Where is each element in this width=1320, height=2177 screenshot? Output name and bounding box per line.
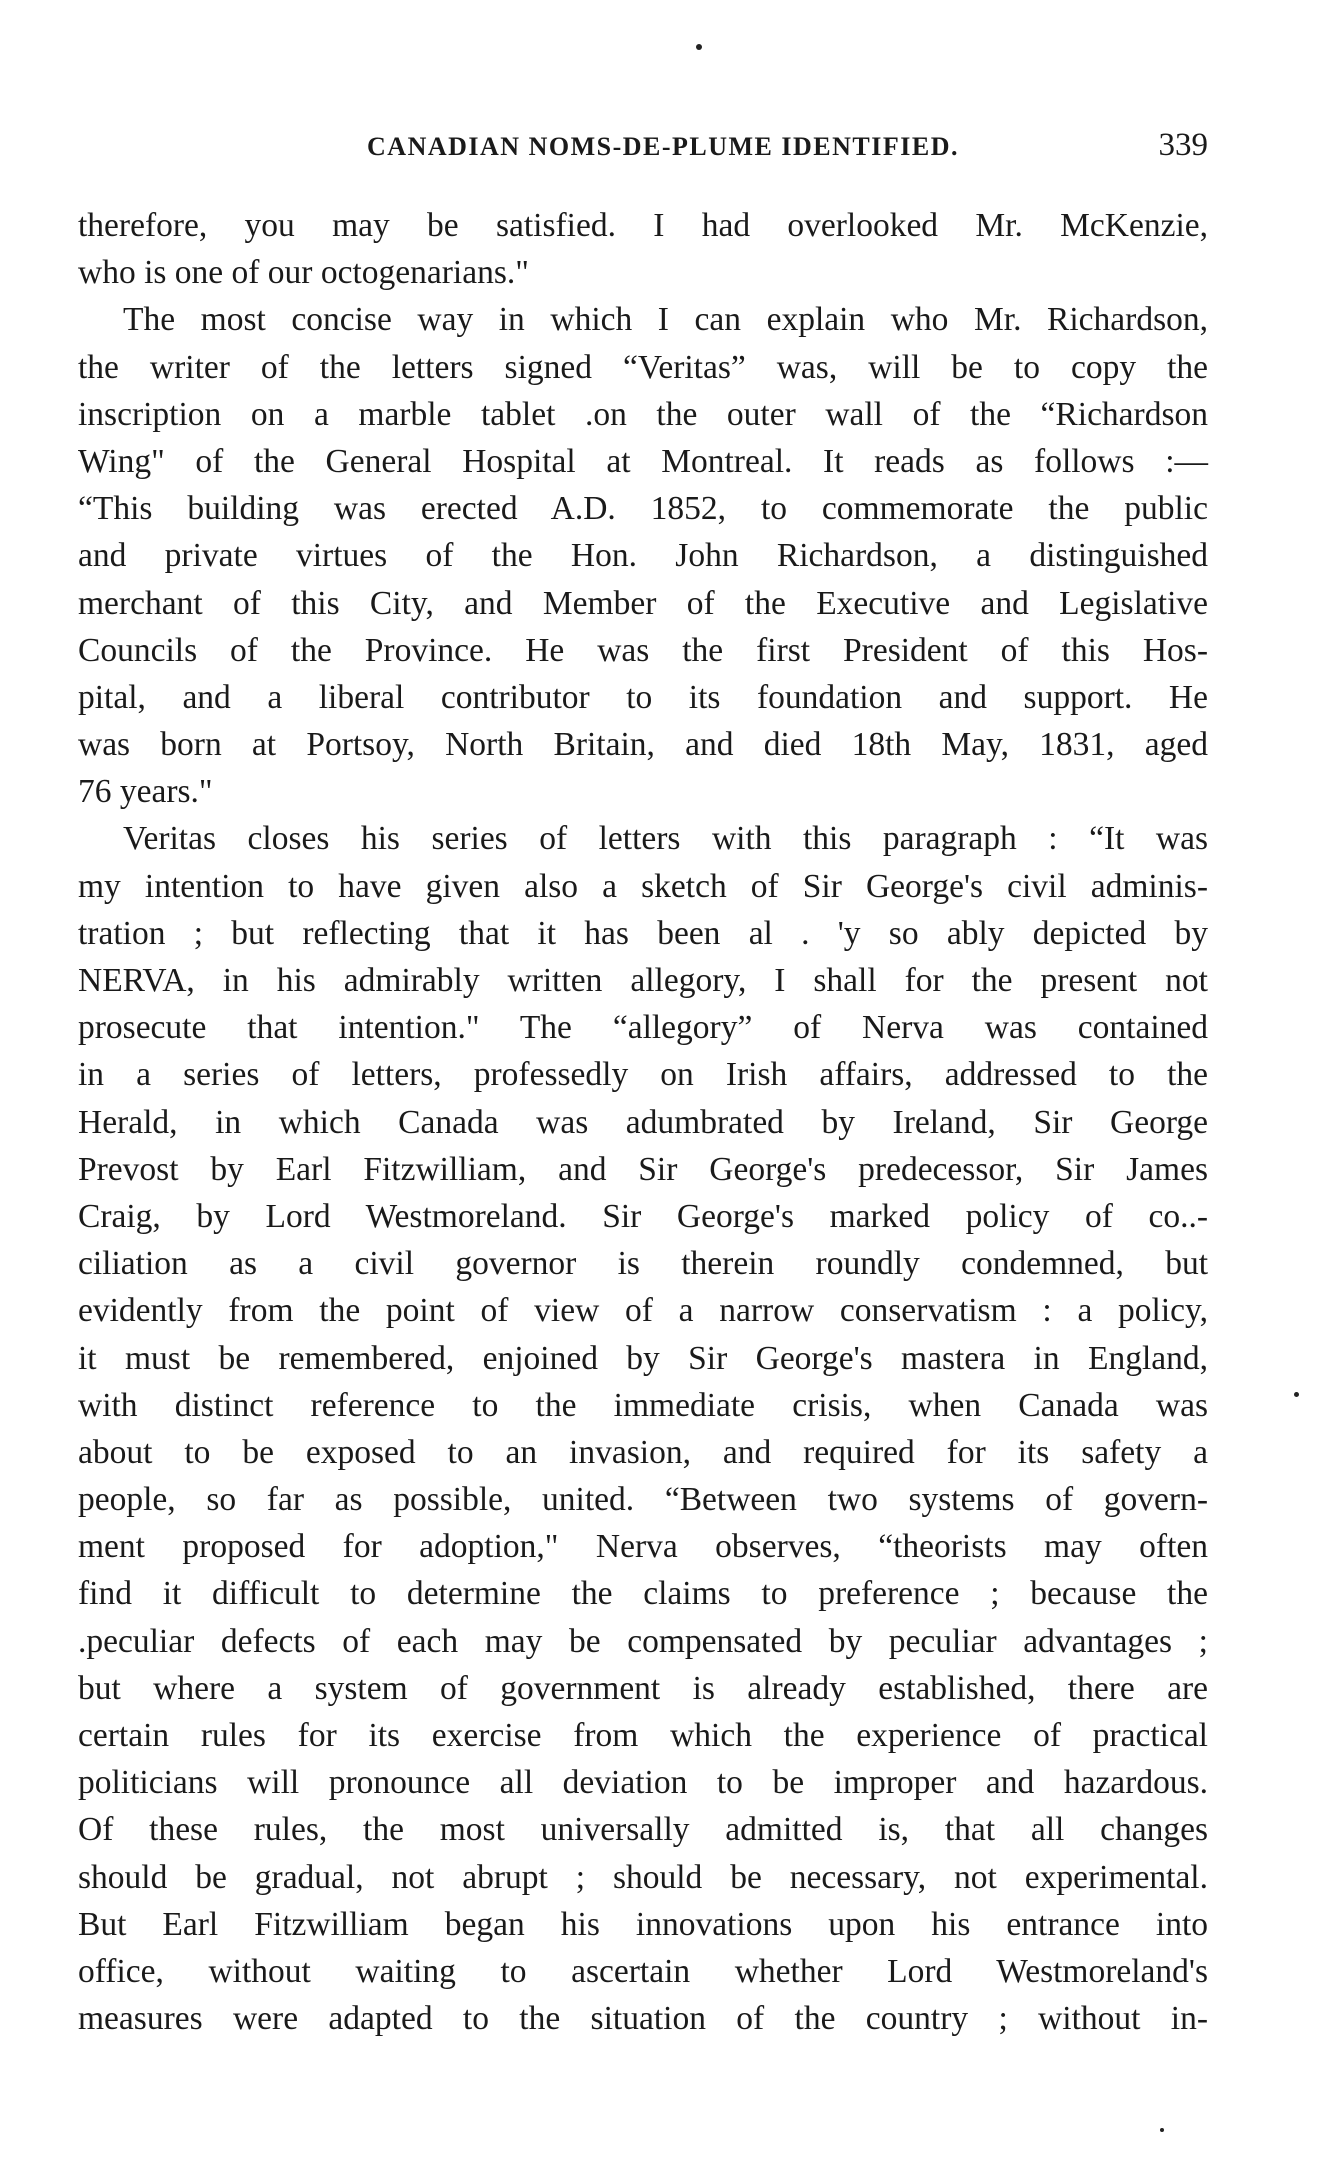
text-line: 76 years." — [78, 773, 213, 811]
text-line: inscription on a marble tablet .on the outer wall of the “Richardson — [78, 395, 1208, 433]
text-line: ciliation as a civil governor is therein roundly condemned, but — [78, 1245, 1208, 1283]
text-line: The most concise way in which I can explain who Mr. Richardson, — [123, 301, 1208, 339]
text-line: evidently from the point of view of a narrow conservatism : a policy, — [78, 1292, 1208, 1330]
text-line: Councils of the Province. He was the first President of this Hos- — [78, 631, 1208, 669]
text-line: Prevost by Earl Fitzwilliam, and Sir George's predecessor, Sir James — [78, 1150, 1208, 1188]
text-line: with distinct reference to the immediate crisis, when Canada was — [78, 1386, 1208, 1424]
text-line: ment proposed for adoption," Nerva observes, “theorists may often — [78, 1528, 1208, 1566]
text-line: people, so far as possible, united. “Between two systems of govern- — [78, 1481, 1208, 1519]
text-line: “This building was erected A.D. 1852, to commemorate the public — [78, 490, 1208, 528]
text-line: it must be remembered, enjoined by Sir George's mastera in England, — [78, 1339, 1208, 1377]
text-line: But Earl Fitzwilliam began his innovations upon his entrance into — [78, 1905, 1208, 1943]
text-line: the writer of the letters signed “Veritas” was, will be to copy the — [78, 348, 1208, 386]
text-line: was born at Portsoy, North Britain, and died 18th May, 1831, aged — [78, 726, 1208, 764]
text-line: prosecute that intention." The “allegory” of Nerva was contained — [78, 1009, 1208, 1047]
text-line: certain rules for its exercise from which the experience of practical — [78, 1717, 1208, 1754]
text-line: who is one of our octogenarians." — [78, 254, 529, 292]
running-head-title: CANADIAN NOMS-DE-PLUME IDENTIFIED. — [367, 132, 959, 161]
text-line: office, without waiting to ascertain whether Lord Westmoreland's — [78, 1952, 1208, 1990]
text-line: and private virtues of the Hon. John Richardson, a distinguished — [78, 537, 1208, 575]
text-line: Craig, by Lord Westmoreland. Sir George's marked policy of co..- — [78, 1197, 1208, 1235]
text-line: merchant of this City, and Member of the Executive and Legislative — [78, 584, 1208, 622]
text-line: but where a system of government is already established, there are — [78, 1669, 1208, 1707]
ink-speck — [696, 44, 702, 50]
text-line: measures were adapted to the situation of the country ; without in- — [78, 2000, 1208, 2038]
text-line: tration ; but reflecting that it has been al . 'y so ably depicted by — [78, 914, 1208, 952]
running-head — [78, 127, 1208, 167]
body-text — [78, 202, 1208, 2042]
ink-speck — [1160, 2128, 1164, 2132]
text-line: my intention to have given also a sketch of Sir George's civil adminis- — [78, 867, 1208, 905]
text-line: find it difficult to determine the claims to preference ; because the — [78, 1575, 1208, 1613]
text-line: .peculiar defects of each may be compensated by peculiar advantages ; — [78, 1622, 1208, 1660]
text-line: about to be exposed to an invasion, and required for its safety a — [78, 1433, 1208, 1471]
text-line: Of these rules, the most universally admitted is, that all changes — [78, 1811, 1208, 1849]
text-line: Wing" of the General Hospital at Montreal. It reads as follows :— — [78, 442, 1208, 480]
ink-speck — [1294, 1392, 1299, 1397]
text-line: Herald, in which Canada was adumbrated by Ireland, Sir George — [78, 1103, 1208, 1141]
text-line: should be gradual, not abrupt ; should be necessary, not experimental. — [78, 1858, 1208, 1896]
text-line: politicians will pronounce all deviation to be improper and hazardous. — [78, 1764, 1208, 1802]
text-line: in a series of letters, professedly on Irish affairs, addressed to the — [78, 1056, 1208, 1094]
text-line: Veritas closes his series of letters with this paragraph : “It was — [123, 820, 1208, 858]
text-line: therefore, you may be satisfied. I had overlooked Mr. McKenzie, — [78, 207, 1208, 244]
text-line: NERVA, in his admirably written allegory, I shall for the present not — [78, 962, 1208, 999]
text-line: pital, and a liberal contributor to its foundation and support. He — [78, 678, 1208, 716]
page-number: 339 — [1158, 127, 1208, 163]
